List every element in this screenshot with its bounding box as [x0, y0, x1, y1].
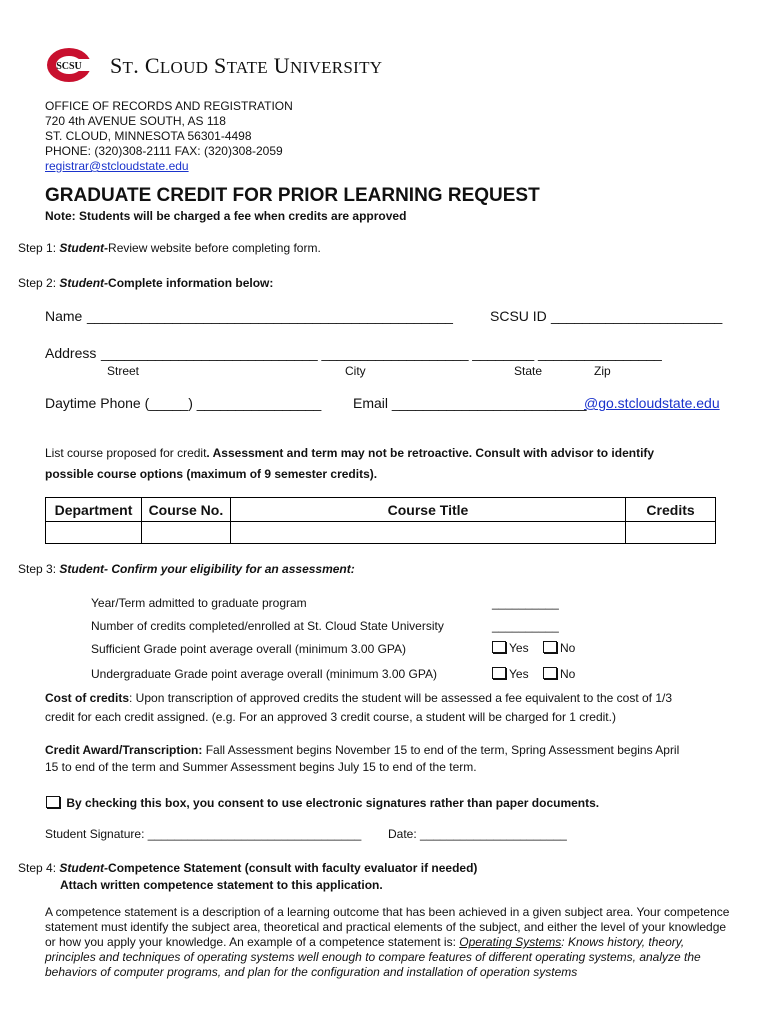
email-domain-link[interactable]: @go.stcloudstate.edu	[584, 395, 720, 411]
eligibility-label: Year/Term admitted to graduate program	[91, 596, 307, 610]
student-signature-field[interactable]: Student Signature: ________________________________	[45, 827, 362, 841]
scsu-id-field[interactable]: ______________________	[551, 308, 723, 324]
address-label: Address	[45, 345, 97, 361]
col-header: Course No.	[141, 498, 230, 522]
step-2: Step 2: Student-Complete information below:	[18, 276, 274, 290]
competence-paragraph: A competence statement is a description of a learning outcome that has been achieved in a given subject area. Your competence statement must identify the subject area, theoretical and practical elements of the subject, and either the level of your knowledge or how you apply your knowledge. An example of a competence statement is: Operating Systems: Knows history, theory, principles and techniques of operating systems well enough to compare features of different operating systems, analyze the behaviors of computer programs, and plan for the configuration and installation of operation systems	[45, 905, 730, 979]
university-logo	[45, 46, 97, 84]
state-label: State	[514, 364, 543, 378]
cost-of-credits-2: credit for each credit assigned. (e.g. For an approved 3 credit course, a student will be charged for 1 credit.)	[45, 710, 616, 724]
name-label: Name	[45, 308, 83, 324]
address-field[interactable]: ____________________________ ___________________ ________ ________________	[101, 345, 662, 361]
eligibility-answer-field[interactable]: __________	[492, 596, 559, 610]
table-cell[interactable]	[141, 522, 230, 544]
col-header: Course Title	[230, 498, 625, 522]
col-header: Credits	[626, 498, 716, 522]
eligibility-label: Sufficient Grade point average overall (minimum 3.00 GPA)	[91, 642, 407, 656]
course-intro-2: possible course options (maximum of 9 semester credits).	[45, 467, 378, 481]
step-4: Step 4: Student-Competence Statement (consult with faculty evaluator if needed)	[18, 861, 478, 875]
consent-checkbox-row[interactable]: By checking this box, you consent to use electronic signatures rather than paper documents.	[46, 796, 599, 810]
form-title: GRADUATE CREDIT FOR PRIOR LEARNING REQUEST	[45, 185, 540, 206]
gpa-yes-option[interactable]: Yes	[492, 641, 529, 655]
gpa-no-option[interactable]: No	[543, 641, 575, 655]
registrar-email-link[interactable]: registrar@stcloudstate.edu	[45, 159, 189, 173]
col-header: Department	[46, 498, 142, 522]
daytime-phone-field[interactable]: Daytime Phone (_____) ________________	[45, 395, 322, 411]
office-line: OFFICE OF RECORDS AND REGISTRATION	[45, 99, 293, 113]
checkbox-icon[interactable]	[492, 667, 506, 679]
zip-label: Zip	[594, 364, 611, 378]
table-cell[interactable]	[230, 522, 625, 544]
name-field[interactable]: _______________________________________________	[87, 308, 453, 324]
office-line: ST. CLOUD, MINNESOTA 56301-4498	[45, 129, 252, 143]
course-intro: List course proposed for credit. Assessment and term may not be retroactive. Consult with advisor to identify	[45, 446, 655, 460]
step-3: Step 3: Student- Confirm your eligibility for an assessment:	[18, 562, 355, 576]
date-field[interactable]: Date: ______________________	[388, 827, 567, 841]
table-cell[interactable]	[46, 522, 142, 544]
email-field[interactable]: Email _________________________	[353, 395, 587, 411]
office-line: PHONE: (320)308-2111 FAX: (320)308-2059	[45, 144, 283, 158]
course-table	[45, 497, 716, 544]
checkbox-icon[interactable]	[46, 796, 60, 808]
checkbox-icon[interactable]	[492, 641, 506, 653]
cost-of-credits: Cost of credits: Upon transcription of approved credits the student will be assessed a fee equivalent to the cost of 1/3	[45, 691, 673, 705]
city-label: City	[345, 364, 366, 378]
checkbox-icon[interactable]	[543, 667, 557, 679]
step-1: Step 1: Student-Review website before completing form.	[18, 241, 321, 255]
eligibility-answer-field[interactable]: __________	[492, 619, 559, 633]
university-name: ST. CLOUD STATE UNIVERSITY	[110, 53, 383, 78]
credit-award: Credit Award/Transcription: Fall Assessment begins November 15 to end of the term, Spring Assessment begins April	[45, 743, 680, 757]
office-line: 720 4th AVENUE SOUTH, AS 118	[45, 114, 226, 128]
ugpa-yes-option[interactable]: Yes	[492, 667, 529, 681]
step-4-line-2: Attach written competence statement to this application.	[60, 878, 383, 892]
ugpa-no-option[interactable]: No	[543, 667, 575, 681]
fee-note: Note: Students will be charged a fee when credits are approved	[45, 209, 407, 223]
table-cell[interactable]	[626, 522, 716, 544]
checkbox-icon[interactable]	[543, 641, 557, 653]
credit-award-2: 15 to end of the term and Summer Assessment begins July 15 to end of the term.	[45, 760, 477, 774]
street-label: Street	[107, 364, 140, 378]
scsu-id-label: SCSU ID	[490, 308, 547, 324]
logo-text: SCSU	[56, 61, 82, 72]
eligibility-label: Number of credits completed/enrolled at St. Cloud State University	[91, 619, 444, 633]
eligibility-label: Undergraduate Grade point average overall (minimum 3.00 GPA)	[91, 667, 437, 681]
